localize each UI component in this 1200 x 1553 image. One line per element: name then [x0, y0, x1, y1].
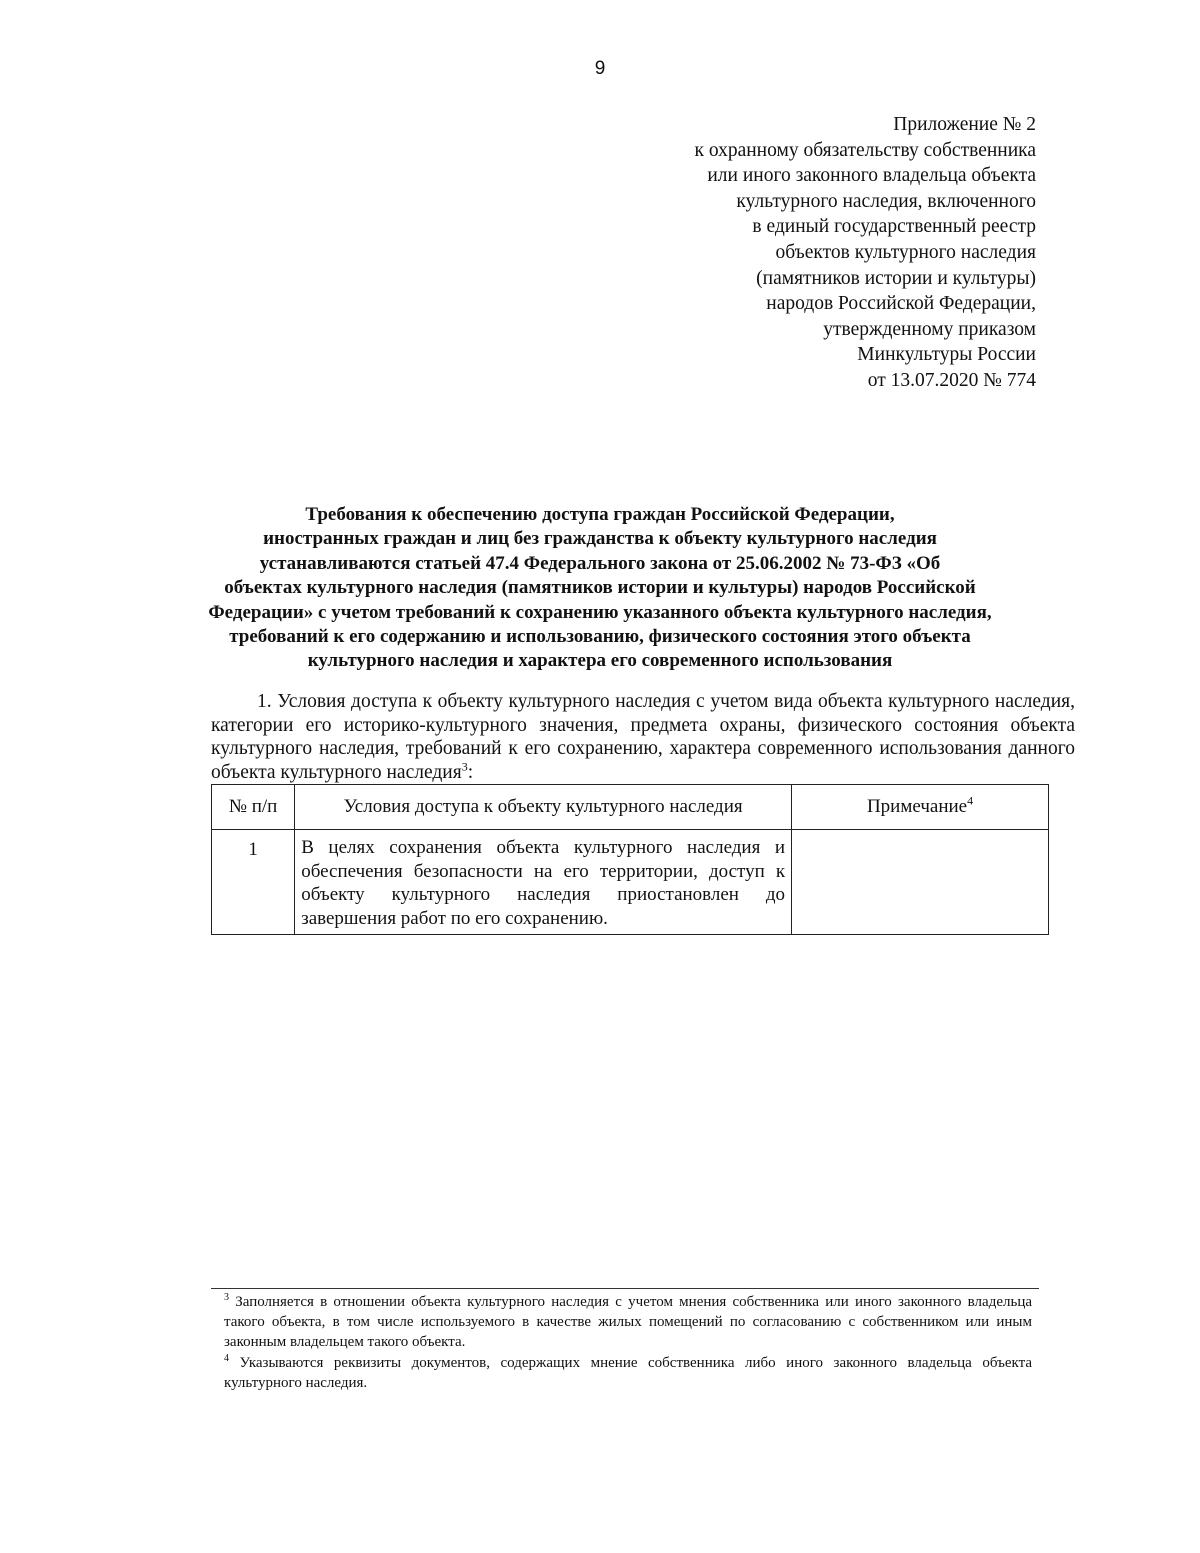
footnotes-block — [224, 1292, 1032, 1393]
footnote-3-text: Заполняется в отношении объекта культурного наследия с учетом мнения собственника или иного законного владельца такого объекта, в том числе используемого в качестве жилых помещений по согласованию с собственником или иным законным владельцем такого объекта. — [224, 1294, 1032, 1351]
appendix-block — [560, 112, 1036, 394]
footnote-separator — [211, 1288, 1039, 1289]
heading-line: Требования к обеспечению доступа граждан Российской Федерации, — [305, 504, 895, 525]
row-note-cell — [792, 830, 1049, 935]
section-1-text: 1. Условия доступа к объекту культурного наследия с учетом вида объекта культурного наследия, категории его историко-культурного значения, предмета охраны, физического состояния объекта культурного наследия, требований к его сохранению, характера современного использования данного объекта культурного наследия — [211, 691, 1075, 783]
header-note-label: Примечание — [866, 796, 968, 817]
heading-line: иностранных граждан и лиц без гражданства к объекту культурного наследия — [263, 528, 937, 550]
appendix-line: (памятников истории и культуры) — [756, 267, 1036, 289]
table-row — [212, 830, 1049, 935]
row-conditions-cell: В целях сохранения объекта культурного наследия и обеспечения безопасности на его территории, доступ к объекту культурного наследия приостановлен до завершения работ по его сохранению. — [295, 830, 792, 935]
row-num-cell: 1 — [212, 830, 295, 935]
page-number: 9 — [594, 58, 606, 79]
footnote-ref-3[interactable]: 3 — [461, 759, 468, 773]
appendix-line: культурного наследия, включенного — [736, 190, 1036, 212]
section-1-paragraph — [211, 690, 1075, 784]
access-conditions-table-wrap — [211, 784, 1049, 935]
footnote-ref-4[interactable]: 4 — [967, 793, 974, 808]
table-header-row — [212, 785, 1049, 830]
document-heading — [150, 503, 1050, 674]
heading-line: требований к его содержанию и использованию, физического состояния этого объекта — [229, 626, 971, 648]
heading-line: объектах культурного наследия (памятников истории и культуры) народов Российской — [224, 577, 976, 599]
heading-line: культурного наследия и характера его современного использования — [307, 650, 893, 672]
appendix-line: или иного законного владельца объекта — [707, 165, 1036, 187]
heading-line: устанавливаются статьей 47.4 Федерального закона от 25.06.2002 № 73-ФЗ «Об — [259, 552, 941, 574]
appendix-line: в единый государственный реестр — [752, 216, 1036, 238]
header-note — [792, 785, 1049, 830]
footnote-4 — [224, 1353, 1032, 1393]
header-conditions: Условия доступа к объекту культурного наследия — [295, 785, 792, 830]
footnote-4-text: Указываются реквизиты документов, содержащих мнение собственника либо иного законного владельца объекта культурного наследия. — [224, 1354, 1032, 1391]
appendix-line: утвержденному приказом — [823, 318, 1036, 340]
footnote-mark-4: 4 — [224, 1352, 229, 1364]
heading-line: Федерации» с учетом требований к сохранению указанного объекта культурного наследия, — [208, 601, 992, 623]
appendix-line: объектов культурного наследия — [775, 241, 1036, 263]
footnote-mark-3: 3 — [224, 1292, 229, 1303]
access-conditions-table — [211, 784, 1049, 935]
appendix-line: к охранному обязательству собственника — [694, 139, 1036, 161]
header-num: № п/п — [212, 785, 295, 830]
appendix-line: народов Российской Федерации, — [766, 293, 1036, 315]
appendix-line: Приложение № 2 — [893, 114, 1036, 135]
appendix-line: Минкультуры России — [857, 344, 1036, 366]
footnote-3 — [224, 1292, 1032, 1353]
appendix-line: от 13.07.2020 № 774 — [867, 369, 1036, 391]
section-1-colon: : — [467, 761, 474, 783]
